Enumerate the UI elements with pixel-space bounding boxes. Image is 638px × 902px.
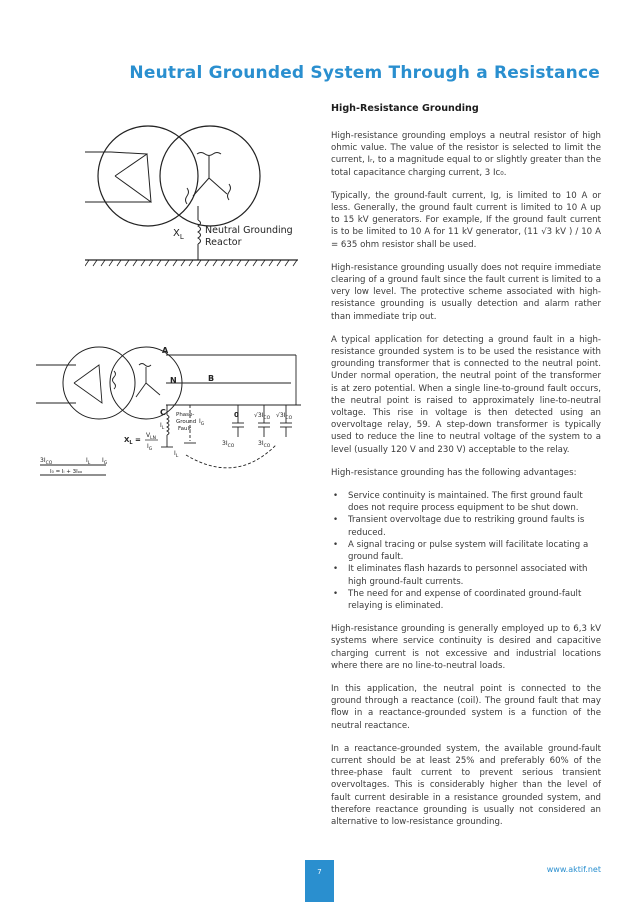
page-number-badge bbox=[305, 860, 334, 902]
cap-bottom-current-1: $3I_{CO}$ bbox=[222, 440, 235, 449]
phase-b-label: B bbox=[208, 374, 215, 383]
bullet-icon: • bbox=[333, 564, 339, 575]
neutral-label: N bbox=[170, 376, 177, 385]
il-mid-label: $I_L$ bbox=[86, 457, 91, 466]
xl-label: $X_L$ bbox=[173, 228, 184, 241]
cap-current-1: $√3I_{CO}$ bbox=[254, 412, 271, 421]
paragraph: In a reactance-grounded system, the available ground-fault current should be at least 25% and preferably 60% of the three-phase fault current to prevent serious transient overvoltages. This is considerably higher than the level of fault current desirable in a resistance grounded system, and therefore reactance grounding is usually not considered an alternative to low-resistance grounding. bbox=[331, 743, 601, 827]
cap-current-2: $√3I_{CO}$ bbox=[276, 412, 293, 421]
section-subheading: High-Resistance Grounding bbox=[331, 103, 479, 114]
paragraph: Typically, the ground-fault current, Ig, is limited to 10 A or less. Generally, the ground fault current is limited to 10 A up to 15 kV generators. For example, If the ground fault current is to be limited to 10 A for 11 kV generator, (11 √3 kV ) / 10 A = 635 ohm resistor shall be used. bbox=[331, 190, 601, 250]
paragraph: High-resistance grounding is generally employed up to 6,3 kV systems where service continuity is desired and capacitive charging current is not excessive and industrial locations where there are no line-to-neutral loads. bbox=[331, 624, 601, 671]
paragraph: High-resistance grounding has the following advantages: bbox=[331, 467, 577, 478]
advantages-list bbox=[331, 490, 601, 612]
paragraph: High-resistance grounding employs a neutral resistor of high ohmic value. The value of the resistor is selected to limit the current, Iᵣ, to a magnitude equal to or slightly greater than the total capacitance charging current, 3 Iᴄ₀. bbox=[331, 131, 601, 178]
ground-fault-current-diagram bbox=[36, 345, 306, 485]
paragraph: A typical application for detecting a ground fault in a high-resistance grounded system is to be used the resistance with grounding transformer that is connected to the neutral point. Under normal operation, the neutral point of the transformer is at zero potential. When a single line-to-ground fault occurs, the neutral point is raised to approximately line-to-neutral voltage. This rise in voltage is then detected using an overvoltage relay, 59. A step-down transformer is typically used to reduce the line to neutral voltage of the system to a level (usually 120 V and 230 V) acceptable to the relay. bbox=[331, 334, 601, 455]
cap-bottom-current-2: $3I_{CO}$ bbox=[258, 440, 271, 449]
xl-equation-top: $V_{LN}$ bbox=[146, 432, 156, 441]
bottom-equation: I₀ = Iₗ + 3Iₒₒ bbox=[50, 469, 83, 475]
list-item: • The need for and expense of coordinated ground-fault relaying is eliminated. bbox=[333, 588, 582, 611]
phase-c-label: C bbox=[160, 408, 166, 417]
il-left-label: $I_L$ bbox=[160, 422, 165, 431]
bullet-icon: • bbox=[333, 515, 339, 526]
i3co-label: $3I_{CO}$ bbox=[40, 457, 53, 466]
page-number: 7 bbox=[317, 868, 322, 876]
reactor-label-line1: Neutral Grounding bbox=[205, 225, 293, 236]
ig-mid-label: $I_G$ bbox=[102, 457, 108, 466]
phase-ground-fault-label-3: Fault bbox=[178, 426, 192, 432]
xl-equation-bottom: $I_G$ bbox=[147, 443, 153, 452]
ig-label: $I_G$ bbox=[199, 418, 205, 427]
bullet-icon: • bbox=[333, 539, 339, 550]
xl-equation-left: $X_L$ = bbox=[124, 436, 141, 446]
list-item: • Transient overvoltage due to restriking ground faults is reduced. bbox=[333, 515, 585, 538]
list-item: • It eliminates flash hazards to personnel associated with high ground-fault currents. bbox=[333, 564, 588, 587]
paragraph: High-resistance grounding usually does not require immediate clearing of a ground fault since the fault current is limited to a very low level. The protective scheme associated with high-resistance grounding is usually detection and alarm rather than immediate trip out. bbox=[331, 262, 601, 322]
neutral-grounding-reactor-diagram bbox=[85, 118, 300, 273]
bullet-icon: • bbox=[333, 491, 339, 502]
zero-label: 0 bbox=[234, 411, 239, 419]
website-link[interactable]: www.aktif.net bbox=[546, 865, 601, 874]
main-text-column bbox=[331, 103, 601, 839]
il-arrow-label: $I_L$ bbox=[174, 450, 179, 459]
list-item: • A signal tracing or pulse system will facilitate locating a ground fault. bbox=[333, 539, 589, 563]
list-item: • Service continuity is maintained. The first ground fault does not require process equipment to be shut down. bbox=[333, 491, 583, 514]
phase-a-label: A bbox=[162, 346, 169, 355]
reactor-label-line2: Reactor bbox=[205, 237, 242, 248]
bullet-icon: • bbox=[333, 588, 339, 599]
page-title: Neutral Grounded System Through a Resistance bbox=[129, 63, 600, 83]
phase-ground-fault-label-1: Phase- bbox=[176, 412, 195, 418]
paragraph: In this application, the neutral point is connected to the ground through a reactance (coil). The ground fault that may flow in a reactance-grounded system is a function of the neutral reactance. bbox=[331, 683, 601, 731]
phase-ground-fault-label-2: Ground bbox=[176, 419, 197, 425]
